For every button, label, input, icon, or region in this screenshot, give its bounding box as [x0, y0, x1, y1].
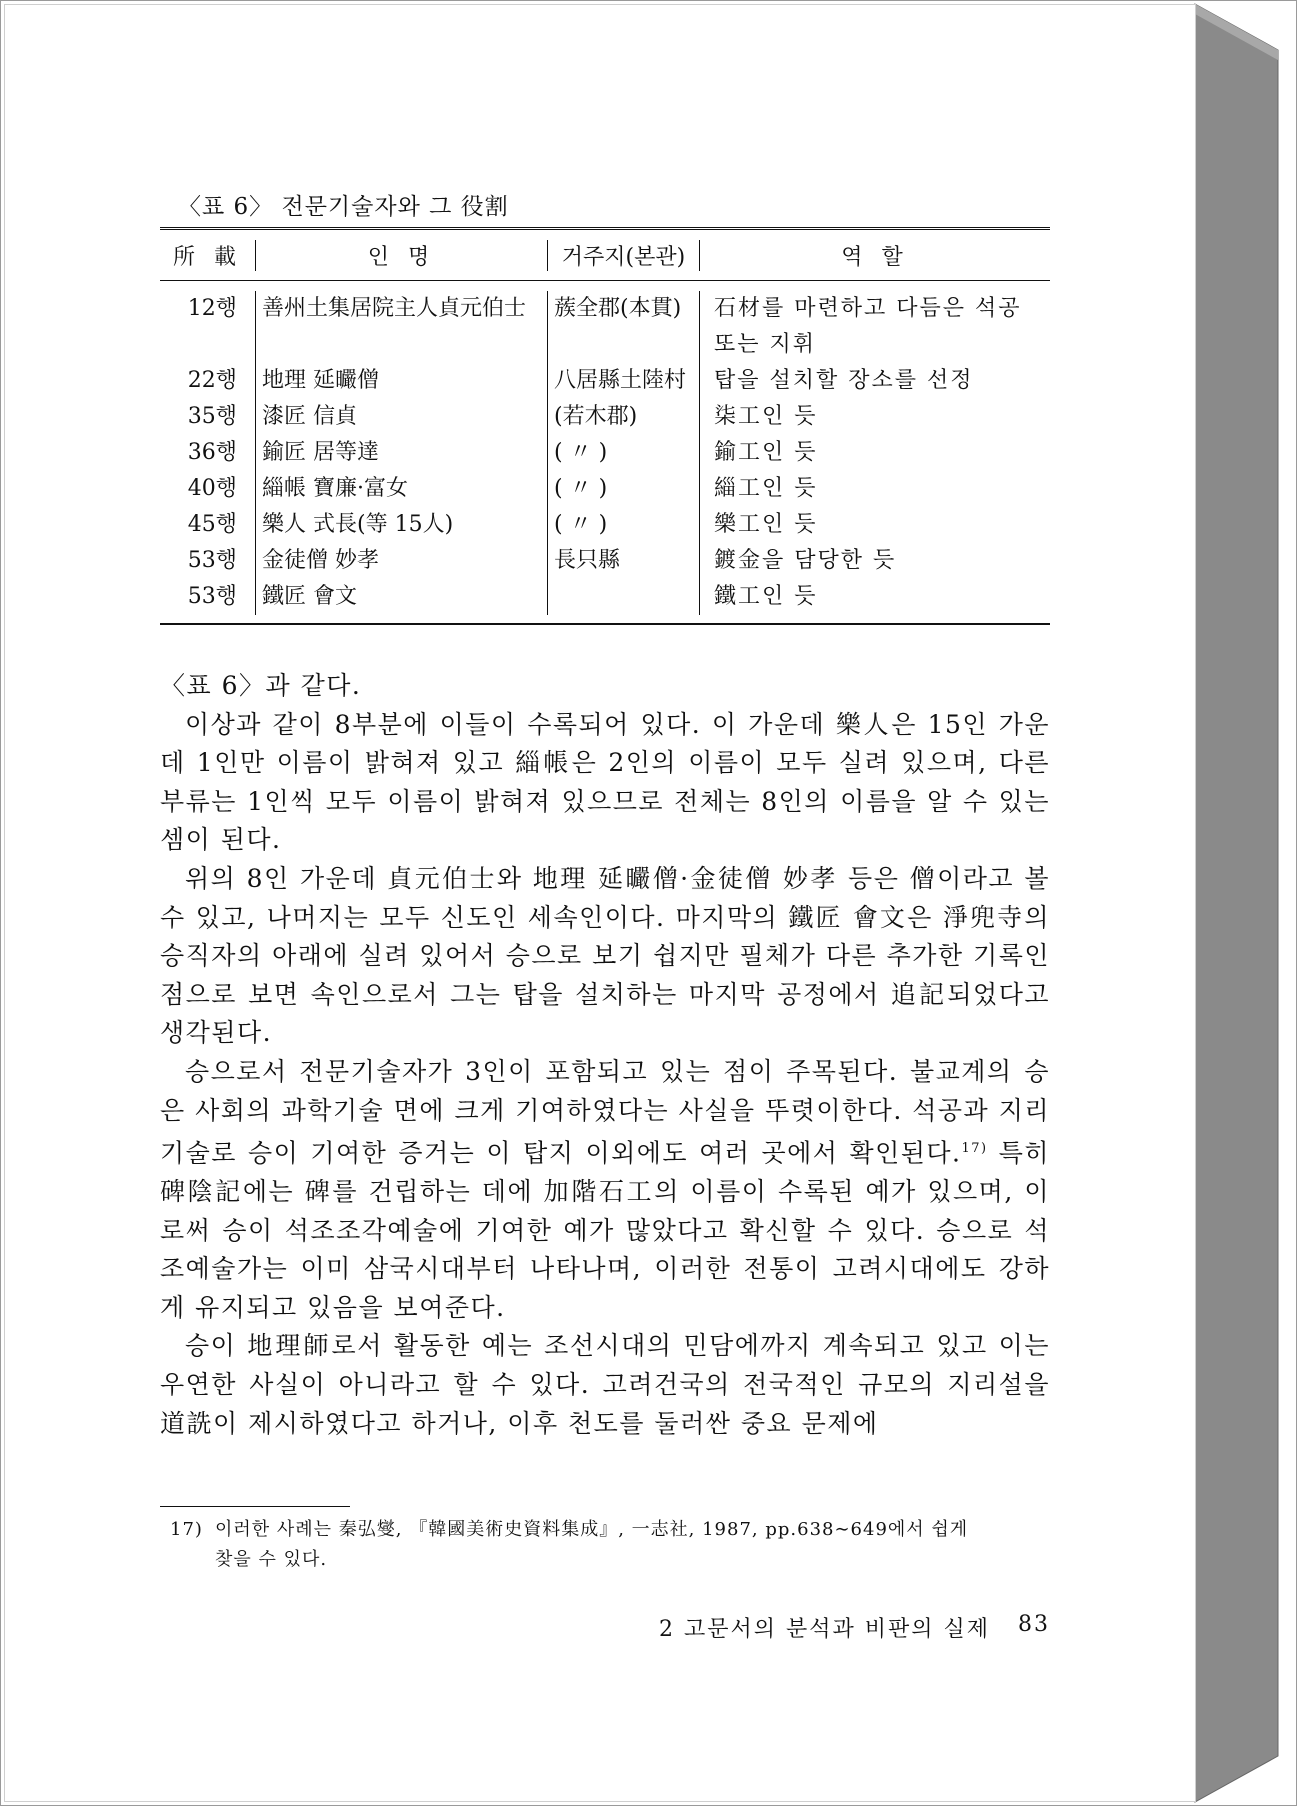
table-row	[160, 399, 1050, 435]
roles-table	[160, 227, 1050, 625]
source-cell: 53행	[187, 548, 237, 573]
role-cell: 緇工인 듯	[699, 471, 1050, 507]
residence-cell: 長只縣	[547, 543, 699, 579]
footnote	[170, 1515, 1050, 1575]
name-cell: 鐵匠 會文	[255, 579, 547, 615]
table-title: 〈표 6〉 전문기술자와 그 役割	[178, 194, 509, 220]
footnote-text: 이러한 사례는 秦弘燮, 『韓國美術史資料集成』, 一志社, 1987, pp.638∼649에서 쉽게	[215, 1519, 969, 1540]
source-cell: 12행	[187, 296, 237, 321]
running-footer	[620, 1612, 1050, 1643]
name-cell: 善州土集居院主人貞元伯士	[255, 291, 547, 363]
source-cell: 22행	[187, 368, 237, 393]
role-cell: 鐵工인 듯	[699, 579, 1050, 615]
header-source: 所 載	[173, 244, 242, 270]
source-cell: 35행	[187, 404, 237, 429]
footnote-rule	[160, 1506, 350, 1507]
residence-cell: 八居縣土陸村	[547, 363, 699, 399]
role-cell: 탑을 설치할 장소를 선정	[699, 363, 1050, 399]
paragraph: 승이 地理師로서 활동한 예는 조선시대의 민담에까지 계속되고 있고 이는 우연한 사실이 아니라고 할 수 있다. 고려건국의 전국적인 규모의 지리설을 道詵이 제시하였다고 하거나, 이후 천도를 둘러싼 중요 문제에	[160, 1331, 1050, 1438]
table-body	[160, 281, 1050, 623]
table-row	[160, 471, 1050, 507]
table-row	[160, 507, 1050, 543]
name-cell: 地理 延曮僧	[255, 363, 547, 399]
source-cell: 36행	[187, 440, 237, 465]
chapter-title: 2 고문서의 분석과 비판의 실제	[659, 1617, 990, 1642]
footnote-number: 17)	[170, 1519, 203, 1540]
table-row	[160, 363, 1050, 399]
book-page	[4, 4, 1196, 1802]
table-row	[160, 579, 1050, 615]
role-cell: 樂工인 듯	[699, 507, 1050, 543]
residence-cell: ( 〃 )	[547, 507, 699, 543]
paragraph	[160, 1053, 1050, 1327]
name-cell: 鍮匠 居等達	[255, 435, 547, 471]
table-row	[160, 291, 1050, 363]
name-cell: 緇帳 寶廉·富女	[255, 471, 547, 507]
role-cell: 鍮工인 듯	[699, 435, 1050, 471]
residence-cell: 蔟全郡(本貫)	[547, 291, 699, 363]
residence-cell: ( 〃 )	[547, 435, 699, 471]
paragraph-part: 승으로서 전문기술자가 3인이 포함되고 있는 점이 주목된다. 불교계의 승은 사회의 과학기술 면에 크게 기여하였다는 사실을 뚜렷이한다. 석공과 지리기술로 승이 기여한 증거는 이 탑지 이외에도 여러 곳에서 확인된다.	[160, 1056, 1050, 1168]
residence-cell: ( 〃 )	[547, 471, 699, 507]
source-cell: 40행	[187, 476, 237, 501]
name-cell: 漆匠 信貞	[255, 399, 547, 435]
table-row	[160, 435, 1050, 471]
name-cell: 樂人 式長(等 15人)	[255, 507, 547, 543]
footnote-line	[170, 1515, 1050, 1545]
footnote-line: 찾을 수 있다.	[215, 1549, 328, 1570]
page-number: 83	[1018, 1612, 1050, 1637]
source-cell: 53행	[187, 584, 237, 609]
paragraph: 위의 8인 가운데 貞元伯士와 地理 延曮僧·金徒僧 妙孝 등은 僧이라고 볼 수 있고, 나머지는 모두 신도인 세속인이다. 마지막의 鐵匠 會文은 淨兜寺의 승직자의 아래에 실려 있어서 승으로 보기 쉽지만 필체가 다른 추가한 기록인 점으로 보면 속인으로서 그는 탑을 설치하는 마지막 공정에서 追記되었다고 생각된다.	[160, 863, 1050, 1048]
paragraph: 〈표 6〉과 같다.	[160, 671, 362, 700]
role-cell: 鍍金을 담당한 듯	[699, 543, 1050, 579]
role-cell: 柒工인 듯	[699, 399, 1050, 435]
table-row	[160, 543, 1050, 579]
paragraph: 이상과 같이 8부분에 이들이 수록되어 있다. 이 가운데 樂人은 15인 가운데 1인만 이름이 밝혀져 있고 緇帳은 2인의 이름이 모두 실려 있으며, 다른 부류는 1인씩 모두 이름이 밝혀져 있으므로 전체는 8인의 이름을 알 수 있는 셈이 된다.	[160, 709, 1050, 855]
header-residence: 거주지(본관)	[547, 240, 699, 271]
residence-cell: (若木郡)	[547, 399, 699, 435]
residence-cell	[547, 579, 699, 615]
role-cell: 石材를 마련하고 다듬은 석공 또는 지휘	[699, 291, 1050, 363]
header-name: 인 명	[255, 240, 547, 271]
paragraph-part: 특히 碑陰記에는 碑를 건립하는 데에 加階石工의 이름이 수록된 예가 있으며, 이로써 승이 석조조각예술에 기여한 예가 많았다고 확신할 수 있다. 승으로 석조예술가는 이미 삼국시대부터 나타나며, 이러한 전통이 고려시대에도 강하게 유지되고 있음을 보여준다.	[160, 1138, 1050, 1322]
source-cell: 45행	[187, 512, 237, 537]
name-cell: 金徒僧 妙孝	[255, 543, 547, 579]
footnote-ref[interactable]: 17)	[961, 1141, 988, 1157]
header-role: 역 할	[699, 240, 1050, 271]
table-header-row	[160, 230, 1050, 281]
body-text	[160, 667, 1050, 1443]
